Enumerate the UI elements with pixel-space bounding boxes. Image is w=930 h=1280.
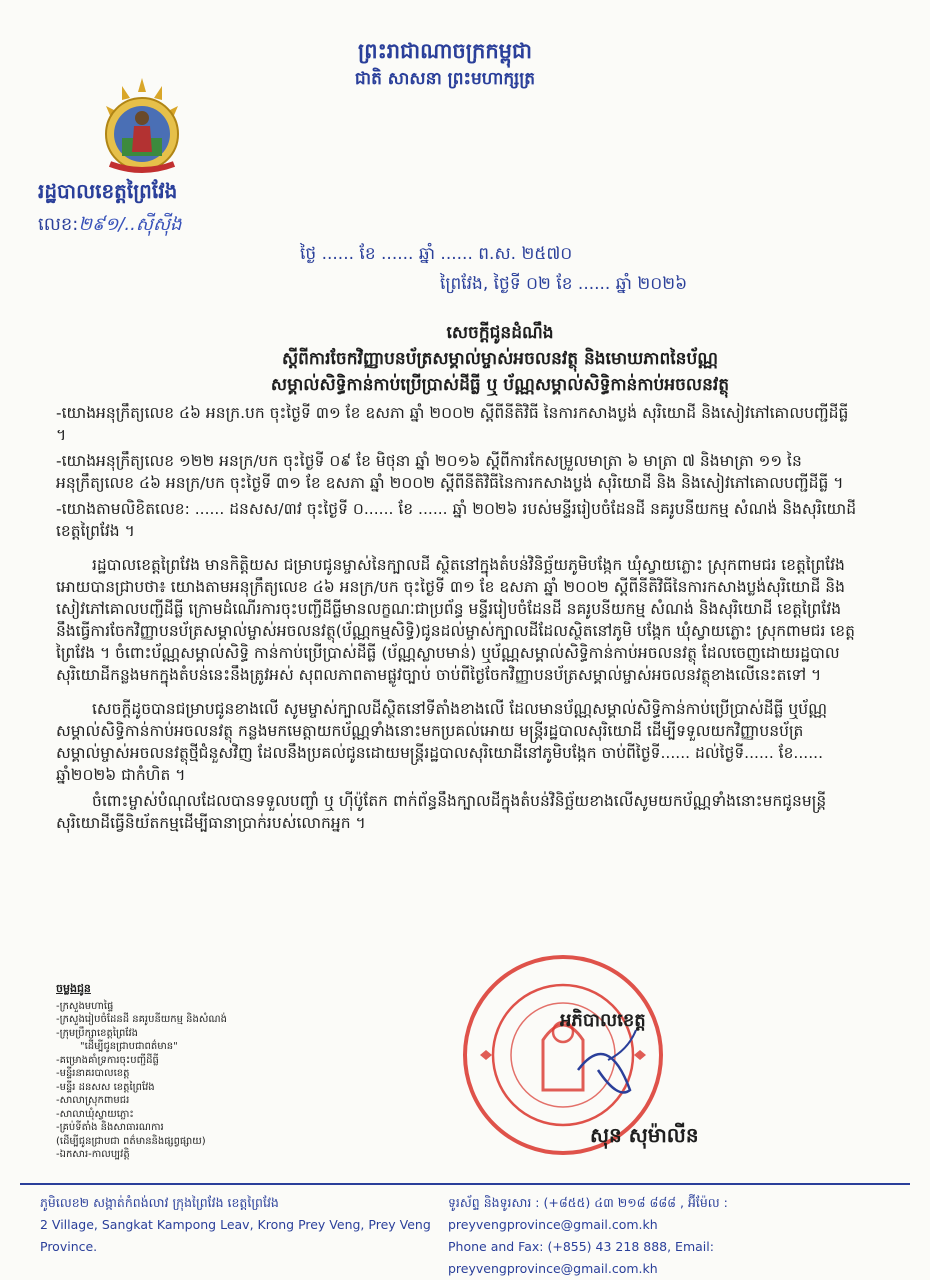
date-lunar: ថ្ងៃ ...... ខែ ...... ឆ្នាំ ...... ព.ស. ២៥៧០	[300, 244, 573, 264]
notice-subject-2: សម្គាល់សិទ្ធិកាន់កាប់ប្រើប្រាស់ដីធ្លី ឬ ប័ណ្ណសម្គាល់សិទ្ធិកាន់កាប់អចលនវត្ថុ	[270, 375, 730, 395]
footer-address	[40, 1192, 460, 1258]
recipient-item: (ដើម្បីជូនជ្រាបជា ពត៌មាននិងផ្សព្វផ្សាយ)	[56, 1135, 206, 1147]
kingdom-title: ព្រះរាជាណាចក្រកម្ពុជា	[357, 39, 532, 63]
notice-subject-1: ស្តីពីការចែកវិញ្ញាបនប័ត្រសម្គាល់ម្ចាស់អចលនវត្ថុ និងមោឃភាពនៃប័ណ្ណ	[281, 349, 719, 369]
date-solar: ព្រៃវែង, ថ្ងៃទី ០២ ខែ ...... ឆ្នាំ ២០២៦	[440, 274, 688, 294]
recipient-item: -ក្រុមប្រឹក្សាខេត្តព្រៃវែង	[56, 1027, 139, 1039]
footer-address-en: 2 Village, Sangkat Kampong Leav, Krong Prey Veng, Prey Veng Province.	[40, 1217, 431, 1254]
recipient-item: -សាលាស្រុកពាមជរ	[56, 1095, 130, 1106]
recipient-item: -ឯកសារ-កាលប្បវត្តិ	[56, 1149, 130, 1160]
recipients-list	[56, 982, 316, 1162]
body-paragraph: ចំពោះម្ចាស់បំណុលដែលបានទទួលបញ្ចាំ ឬ ហ៊ីប៉ូតែក ពាក់ព័ន្ធនឹងក្បាលដីក្នុងតំបន់វិនិច្ឆ័យខាងលើសូមយកប័ណ្ណទាំងនោះមកជូនមន្ត្រីសុរិយោដីធ្វើនិយ័តកម្មដើម្បីធានាប្រាក់របស់លោកអ្នក ។	[56, 792, 827, 832]
signatory-title: អភិបាលខេត្ត	[560, 1010, 646, 1031]
recipient-item: -ក្រសួងរៀបចំដែនដី នគរូបនីយកម្ម និងសំណង់	[56, 1014, 227, 1025]
reference-item: -យោងអនុក្រឹត្យលេខ ៤៦ អនក្រ.បក ចុះថ្ងៃទី ៣១ ខែ ឧសភា ឆ្នាំ ២០០២ ស្តីពីនីតិវិធី នៃការកសាងប្លង់ សុរិយោដី និងសៀវភៅគោលបញ្ជីដីធ្លី ។	[56, 404, 849, 444]
kingdom-motto: ជាតិ សាសនា ព្រះមហាក្សត្រ	[354, 69, 536, 89]
recipients-heading: ចម្លងជូន	[56, 982, 91, 995]
footer-contact	[448, 1192, 898, 1280]
recipient-item: "ដើម្បីជូនជ្រាបជាពត៌មាន"	[80, 1041, 178, 1052]
reference-prefix: លេខ:	[38, 214, 79, 235]
kingdom-header	[310, 36, 580, 92]
recipient-item: -គ្រប់ទីតាំង និងសាធារណការ	[56, 1122, 164, 1133]
footer-contact-km: ទូរស័ព្ទ និងទូរសារ : (+៨៥៥) ៤៣ ២១៨ ៨៨៨ , អ៊ីម៉ែល : preyvengprovince@gmail.com.kh	[448, 1195, 728, 1232]
recipient-item: -សាលាឃុំស្វាយភ្លោះ	[56, 1108, 134, 1120]
reference-item: -យោងតាមលិខិតលេខ: ...... ដនសស/៣វ ចុះថ្ងៃទី ០...... ខែ ...... ឆ្នាំ ២០២៦ របស់មន្ទីររៀបចំដែនដី នគរូបនីយកម្ម សំណង់ និងសុរិយោដី ខេត្តព្រៃវែង ។	[56, 500, 857, 540]
footer-address-km: ភូមិលេខ២ សង្កាត់កំពង់លាវ ក្រុងព្រៃវែង ខេត្តព្រៃវែង	[40, 1195, 279, 1210]
footer-divider	[20, 1183, 910, 1185]
signatory-name: សុន សុម៉ាលីន	[590, 1123, 699, 1147]
recipient-item: -គម្រោងគាំទ្រការចុះបញ្ជីដីធ្លី	[56, 1054, 159, 1066]
footer-contact-en: Phone and Fax: (+855) 43 218 888, Email: preyvengprovince@gmail.com.kh	[448, 1239, 714, 1276]
provincial-emblem-icon	[92, 72, 192, 182]
notice-body	[56, 402, 862, 838]
reference-item: -យោងអនុក្រឹត្យលេខ ១២២ អនក្រ/បក ចុះថ្ងៃទី ០៩ ខែ មិថុនា ឆ្នាំ ២០១៦ ស្តីពីការកែសម្រួលមាត្រា ៦ មាត្រា ៧ និងមាត្រា ១១ នៃអនុក្រឹត្យលេខ ៤៦ អនក្រ/បក ចុះថ្ងៃទី ៣១ ខែ ឧសភា ឆ្នាំ ២០០២ ស្តីពីនីតិវិធីនៃការកសាងប្លង់ សុរិយោដី និង និងសៀវភៅគោលបញ្ជីដីធ្លី ។	[56, 452, 844, 492]
reference-value: ២៩១/..ស៊ីស៊ីង	[78, 214, 182, 235]
recipient-item: -ក្រសួងមហាផ្ទៃ	[56, 1000, 114, 1012]
body-paragraph: សេចក្តីដូចបានជម្រាបជូនខាងលើ សូមម្ចាស់ក្បាលដីស្ថិតនៅទីតាំងខាងលើ ដែលមានប័ណ្ណសម្គាល់សិទ្ធិកាន់កាប់ប្រើប្រាស់ដីធ្លី ឬប័ណ្ណសម្គាល់សិទ្ធិកាន់កាប់អចលនវត្ថុ កន្លងមកមេត្តាយកប័ណ្ណទាំងនោះមកប្រគល់អោយ មន្ត្រីរដ្ឋបាលសុរិយោដី ដើម្បីទទួលយកវិញ្ញាបនប័ត្រសម្គាល់ម្ចាស់អចលនវត្ថុថ្មីជំនួសវិញ ដែលនឹងប្រគល់ជូនដោយមន្ត្រីរដ្ឋបាលសុរិយោដីនៅភូមិបង្កែក ចាប់ពីថ្ងៃទី...... ដល់ថ្ងៃទី...... ខែ...... ឆ្នាំ២០២៦ ជាកំហិត ។	[56, 700, 827, 784]
notice-title-block	[150, 320, 850, 398]
notice-title: សេចក្តីជូនដំណឹង	[446, 323, 554, 343]
recipient-item: -មន្ទីរ ដនសស ខេត្តព្រៃវែង	[56, 1081, 155, 1093]
reference-number	[38, 212, 182, 239]
admin-name: រដ្ឋបាលខេត្តព្រៃវែង	[38, 179, 178, 203]
body-paragraph: រដ្ឋបាលខេត្តព្រៃវែង មានកិត្តិយស ជម្រាបជូនម្ចាស់នៃក្បាលដី ស្ថិតនៅក្នុងតំបន់វិនិច្ឆ័យភូមិបង្កែក ឃុំស្វាយភ្លោះ ស្រុកពាមជរ ខេត្តព្រៃវែង អោយបានជ្រាបថា៖ យោងតាមអនុក្រឹត្យលេខ ៤៦ អនក្រ/បក ចុះថ្ងៃទី ៣១ ខែ ឧសភា ឆ្នាំ ២០០២ ស្តីពីនីតិវិធីនៃការកសាងប្លង់សុរិយោដី និងសៀវភៅគោលបញ្ជីដីធ្លី ក្រោមដំណើរការចុះបញ្ជីដីធ្លីមានលក្ខណៈជាប្រព័ន្ធ មន្ទីររៀបចំដែនដី នគរូបនីយកម្ម សំណង់ និងសុរិយោដី ខេត្តព្រៃវែង នឹងធ្វើការចែកវិញ្ញាបនប័ត្រសម្គាល់ម្ចាស់អចលនវត្ថុ(ប័ណ្ណកម្មសិទ្ធិ)ជូនដល់ម្ចាស់ក្បាលដីដែលស្ថិតនៅភូមិ បង្កែក ឃុំស្វាយភ្លោះ ស្រុកពាមជរ ខេត្តព្រៃវែង ។ ចំពោះប័ណ្ណសម្គាល់សិទ្ធិ កាន់កាប់ប្រើប្រាស់ដីធ្លី (ប័ណ្ណស្លាបមាន់) ឬប័ណ្ណសម្គាល់សិទ្ធិកាន់កាប់អចលនវត្ថុ ដែលចេញដោយរដ្ឋបាលសុរិយោដីកន្លងមកក្នុងតំបន់នេះនឹងត្រូវអស់ សុពលភាពតាមផ្លូវច្បាប់ ចាប់ពីថ្ងៃចែកវិញ្ញាបនប័ត្រសម្គាល់ម្ចាស់អចលនវត្ថុខាងលើនេះតទៅ ។	[56, 556, 855, 684]
recipient-item: -មន្ទីរនាគរបាលខេត្ត	[56, 1068, 130, 1079]
